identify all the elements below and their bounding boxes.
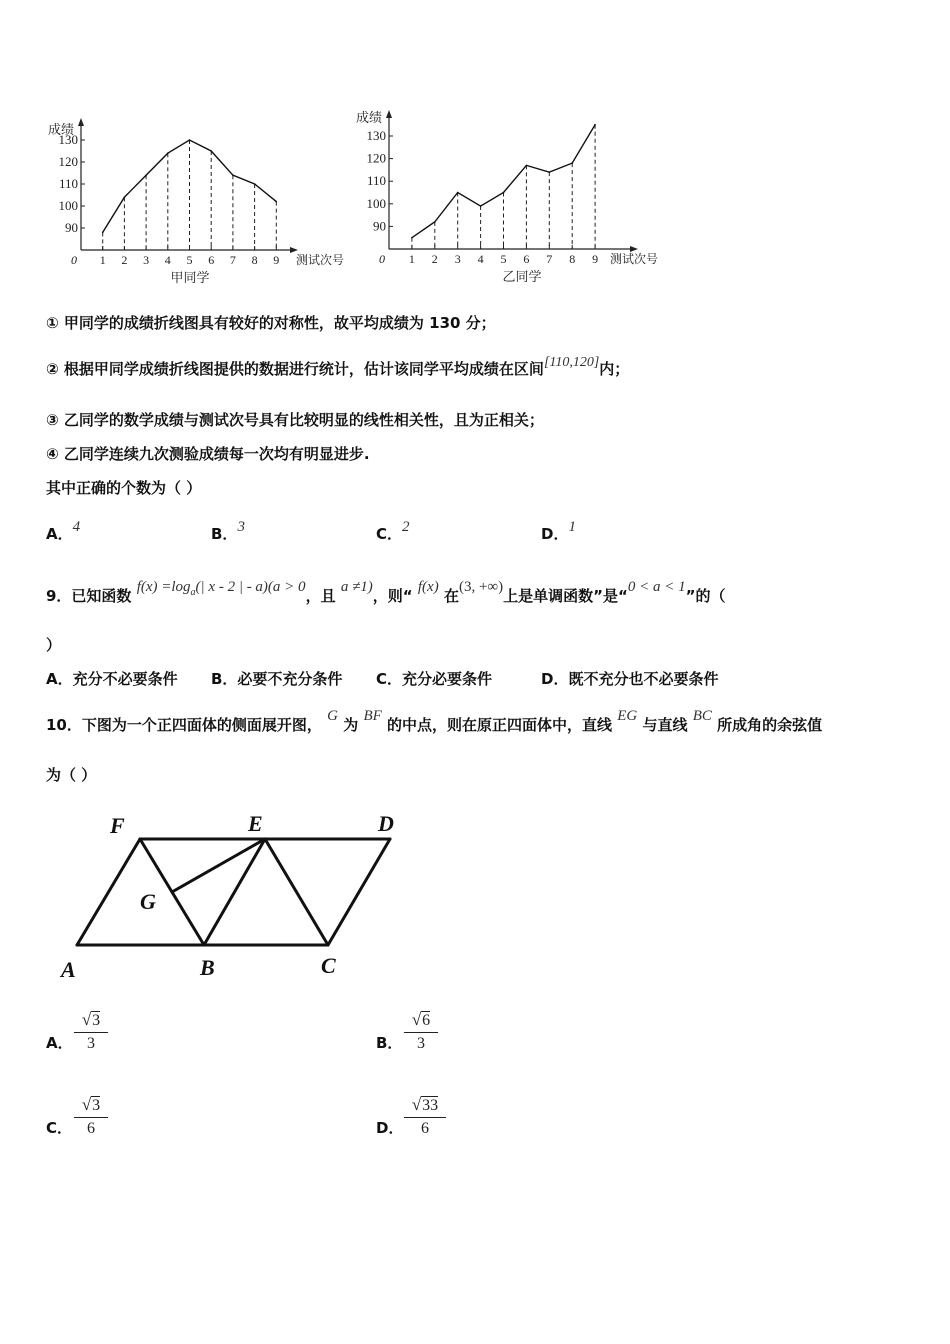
jia-origin-label: 0 xyxy=(71,253,77,267)
yi-data-point xyxy=(434,221,436,223)
q9-f-rest: (| x - 2 | - a)(a > 0 xyxy=(195,579,306,595)
q10-option-b-value: $\frac{√6}{3}$ xyxy=(404,1010,438,1053)
jia-ylabel: 成绩 xyxy=(48,122,75,137)
q9-f: f(x) =log xyxy=(136,579,191,595)
jia-y-tick-label: 130 xyxy=(58,132,78,147)
q10-text-2: 为 xyxy=(343,716,359,734)
jia-y-arrow xyxy=(78,118,84,126)
label-c: C xyxy=(321,953,336,978)
jia-y-tick-label: 100 xyxy=(58,198,78,213)
statement-2 xyxy=(46,355,630,379)
jia-data-point xyxy=(102,232,104,234)
q10-option-b-den: 3 xyxy=(417,1035,425,1052)
q8-option-b-value: 3 xyxy=(237,519,245,535)
q9-fx: f(x) xyxy=(417,579,439,595)
yi-x-tick-label: 9 xyxy=(592,252,599,266)
q10-segment-bf: BF xyxy=(363,708,382,724)
jia-data-point xyxy=(145,174,147,176)
jia-x-tick-label: 1 xyxy=(99,253,106,267)
jia-data-point xyxy=(232,174,234,176)
statement-1: ① 甲同学的成绩折线图具有较好的对称性，故平均成绩为 130 分； xyxy=(46,314,496,332)
q8-option-d-label: D． xyxy=(541,525,569,543)
jia-x-tick-label: 5 xyxy=(186,253,193,267)
jia-x-tick-label: 8 xyxy=(251,253,258,267)
jia-xlabel: 测试次号 xyxy=(296,253,345,267)
q10-text-4: 与直线 xyxy=(642,716,688,734)
yi-x-tick-label: 3 xyxy=(454,252,461,266)
statement-2-interval: [110,120] xyxy=(543,355,600,370)
label-b: B xyxy=(200,955,215,980)
q8-option-b[interactable] xyxy=(211,519,245,544)
q9-function xyxy=(136,577,306,598)
q8-option-c[interactable] xyxy=(376,519,410,544)
q8-option-a-value: 4 xyxy=(72,519,81,535)
q10-option-a-den: 3 xyxy=(87,1035,95,1052)
jia-data-point xyxy=(276,201,278,203)
yi-xlabel: 测试次号 xyxy=(610,252,659,266)
q9-question xyxy=(46,579,726,608)
q10-option-c-den: 6 xyxy=(87,1120,95,1137)
q8-option-d[interactable] xyxy=(541,519,576,544)
edge-af xyxy=(77,839,140,945)
jia-data-point xyxy=(167,152,169,154)
yi-origin-label: 0 xyxy=(379,252,385,266)
jia-x-tick-label: 7 xyxy=(229,253,236,267)
q10-option-b-num: 6 xyxy=(422,1012,431,1029)
label-e: E xyxy=(248,811,263,836)
q9-text-5: 上是单调函数”是“ xyxy=(503,587,628,605)
q10-option-a-value: $\frac{√3}{3}$ xyxy=(74,1010,108,1053)
jia-x-tick-label: 6 xyxy=(208,253,215,267)
q10-question xyxy=(46,708,823,735)
jia-caption: 甲同学 xyxy=(170,270,210,285)
yi-x-tick-label: 8 xyxy=(569,252,576,266)
q9-close-paren: ） xyxy=(46,636,62,654)
q10-option-d-label[interactable]: D． xyxy=(376,1119,404,1137)
yi-y-tick-label: 130 xyxy=(366,128,386,143)
q10-point-g: G xyxy=(327,708,338,724)
jia-x-tick-label: 2 xyxy=(121,253,128,267)
jia-x-tick-label: 9 xyxy=(273,253,280,267)
yi-y-tick-label: 110 xyxy=(366,173,386,189)
statement-2-text: ② 根据甲同学成绩折线图提供的数据进行统计，估计该同学平均成绩在区间 xyxy=(46,360,544,378)
yi-x-tick-label: 7 xyxy=(546,252,553,266)
yi-data-point xyxy=(503,192,505,194)
q8-option-c-value: 2 xyxy=(402,519,410,535)
q9-text-4: 在 xyxy=(443,587,459,605)
yi-y-tick-label: 100 xyxy=(366,195,386,211)
jia-data-point xyxy=(210,150,212,152)
q10-line-bc: BC xyxy=(692,708,712,724)
q9-option-a[interactable]: A．充分不必要条件 xyxy=(46,670,178,688)
q9-text-2: ，且 xyxy=(305,587,336,605)
jia-x-tick-label: 3 xyxy=(143,253,150,267)
statement-4: ④ 乙同学连续九次测验成绩每一次均有明显进步. xyxy=(46,445,370,463)
yi-caption: 乙同学 xyxy=(502,269,542,284)
yi-data-point xyxy=(457,192,459,194)
yi-y-arrow xyxy=(386,110,392,118)
q10-option-c-num: 3 xyxy=(92,1097,101,1114)
chart-jia xyxy=(40,110,370,295)
yi-x-tick-label: 6 xyxy=(523,252,530,266)
jia-x-tick-label: 4 xyxy=(164,253,171,267)
label-a: A xyxy=(61,957,76,982)
q10-option-c-value: $\frac{√3}{6}$ xyxy=(74,1095,108,1138)
q10-option-a-label[interactable]: A． xyxy=(46,1034,73,1052)
jia-data-point xyxy=(124,196,126,198)
yi-x-tick-label: 1 xyxy=(408,252,415,266)
q10-line-eg: EG xyxy=(617,708,638,724)
yi-x-tick-label: 2 xyxy=(431,252,438,266)
statement-2-end: 内； xyxy=(599,360,630,378)
q10-text-5: 所成角的余弦值 xyxy=(717,716,823,734)
q8-option-d-value: 1 xyxy=(568,519,576,535)
q9-text-6: ”的（ xyxy=(685,587,726,605)
tetrahedron-net-figure xyxy=(55,805,415,990)
q9-condition: a ≠1) xyxy=(340,579,373,595)
q10-question-end: 为（ ） xyxy=(46,766,97,784)
q8-option-c-label: C． xyxy=(376,525,403,543)
yi-x-tick-label: 5 xyxy=(500,252,507,266)
q9-text-1: 9．已知函数 xyxy=(46,587,132,605)
label-g: G xyxy=(140,889,156,914)
q9-condition-2: 0 < a < 1 xyxy=(627,579,686,595)
q8-option-b-label: B． xyxy=(211,525,238,543)
yi-y-tick-label: 90 xyxy=(373,218,386,234)
q10-text-3: 的中点，则在原正四面体中，直线 xyxy=(387,716,613,734)
statement-3: ③ 乙同学的数学成绩与测试次号具有比较明显的线性相关性，且为正相关； xyxy=(46,411,544,429)
jia-y-tick-label: 120 xyxy=(58,154,78,169)
yi-data-point xyxy=(526,165,528,167)
q8-option-a[interactable] xyxy=(46,519,81,544)
q9-option-c[interactable]: C．充分必要条件 xyxy=(376,670,493,688)
jia-y-tick-label: 110 xyxy=(58,176,78,191)
yi-data-point xyxy=(480,205,482,207)
edge-ec xyxy=(265,839,328,945)
q9-option-d[interactable]: D．既不充分也不必要条件 xyxy=(541,670,719,688)
q10-option-d-den: 6 xyxy=(421,1120,429,1137)
q10-option-d-num: 33 xyxy=(422,1097,439,1114)
yi-data-point xyxy=(571,162,573,164)
q9-option-b[interactable]: B．必要不充分条件 xyxy=(211,670,343,688)
q10-option-d-value: $\frac{√33}{6}$ xyxy=(404,1095,446,1138)
chart-yi xyxy=(350,100,690,295)
q9-interval: (3, +∞) xyxy=(458,579,504,595)
yi-x-tick-label: 4 xyxy=(477,252,484,266)
label-d: D xyxy=(378,811,394,836)
yi-data-point xyxy=(594,124,596,126)
q8-question: 其中正确的个数为（ ） xyxy=(46,479,202,497)
q10-option-c-label[interactable]: C． xyxy=(46,1119,73,1137)
label-f: F xyxy=(110,813,125,838)
q10-option-a-num: 3 xyxy=(92,1012,101,1029)
jia-y-tick-label: 90 xyxy=(65,220,78,235)
q10-option-b-label[interactable]: B． xyxy=(376,1034,403,1052)
yi-data-point xyxy=(411,237,413,239)
yi-ylabel: 成绩 xyxy=(356,110,383,125)
q8-option-a-label: A． xyxy=(46,525,73,543)
jia-data-point xyxy=(254,183,256,185)
q9-text-3: ，则“ xyxy=(372,587,413,605)
jia-data-point xyxy=(189,139,191,141)
edge-cd xyxy=(328,839,390,945)
yi-y-tick-label: 120 xyxy=(366,150,386,166)
yi-data-point xyxy=(549,171,551,173)
q10-text-1: 10．下图为一个正四面体的侧面展开图， xyxy=(46,716,322,734)
q9-log-base: a xyxy=(190,587,196,598)
